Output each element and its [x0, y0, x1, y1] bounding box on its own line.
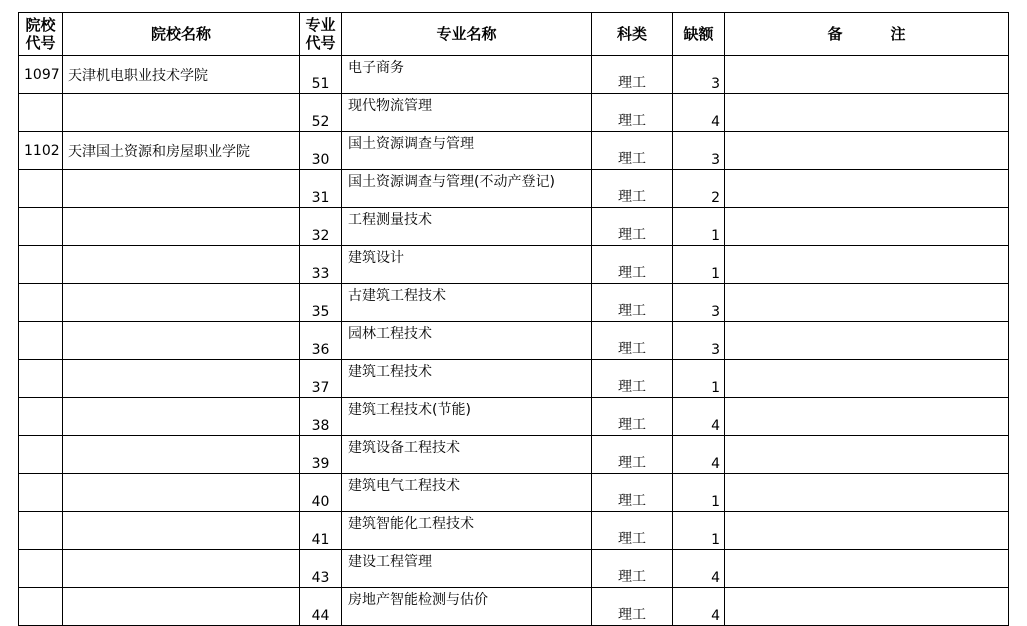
major-name-cell: 园林工程技术	[342, 322, 592, 360]
school-code-cell	[19, 550, 63, 588]
school-name-cell: 天津国土资源和房屋职业学院	[63, 132, 300, 170]
school-name-cell	[63, 550, 300, 588]
school-code-cell	[19, 94, 63, 132]
school-name-cell	[63, 246, 300, 284]
header-major-code-line2: 代号	[305, 34, 336, 52]
school-name-cell	[63, 588, 300, 626]
major-code-cell: 52	[300, 94, 342, 132]
school-name-cell	[63, 208, 300, 246]
school-name-cell	[63, 398, 300, 436]
major-code-cell: 39	[300, 436, 342, 474]
major-name-cell: 建筑工程技术(节能)	[342, 398, 592, 436]
school-code-cell	[19, 588, 63, 626]
major-code-cell: 33	[300, 246, 342, 284]
major-name-cell: 建筑工程技术	[342, 360, 592, 398]
category-cell: 理工	[592, 474, 673, 512]
school-code-cell: 1102	[19, 132, 63, 170]
table-row	[19, 588, 1009, 626]
header-school-code-line1: 院校	[25, 16, 56, 34]
header-school-name: 院校名称	[63, 13, 300, 56]
school-code-cell	[19, 246, 63, 284]
table-row	[19, 170, 1009, 208]
major-code-cell: 51	[300, 56, 342, 94]
vacancies-cell: 4	[673, 436, 725, 474]
major-name-cell: 电子商务	[342, 56, 592, 94]
table-row	[19, 56, 1009, 94]
remarks-cell	[725, 322, 1009, 360]
remarks-cell	[725, 170, 1009, 208]
major-code-cell: 43	[300, 550, 342, 588]
remarks-cell	[725, 588, 1009, 626]
vacancies-cell: 2	[673, 170, 725, 208]
table-row	[19, 398, 1009, 436]
table-row	[19, 322, 1009, 360]
category-cell: 理工	[592, 588, 673, 626]
table-row	[19, 436, 1009, 474]
major-name-cell: 建筑设备工程技术	[342, 436, 592, 474]
major-name-cell: 国土资源调查与管理	[342, 132, 592, 170]
major-code-cell: 32	[300, 208, 342, 246]
school-code-cell	[19, 170, 63, 208]
remarks-cell	[725, 246, 1009, 284]
school-code-cell	[19, 474, 63, 512]
school-name-cell	[63, 322, 300, 360]
school-code-cell	[19, 284, 63, 322]
school-code-cell	[19, 360, 63, 398]
header-major-code-line1: 专业	[305, 16, 336, 34]
major-name-cell: 现代物流管理	[342, 94, 592, 132]
vacancy-table	[18, 12, 1009, 626]
remarks-cell	[725, 284, 1009, 322]
school-name-cell	[63, 94, 300, 132]
major-name-cell: 古建筑工程技术	[342, 284, 592, 322]
remarks-cell	[725, 512, 1009, 550]
category-cell: 理工	[592, 170, 673, 208]
category-cell: 理工	[592, 360, 673, 398]
school-code-cell: 1097	[19, 56, 63, 94]
vacancies-cell: 1	[673, 208, 725, 246]
school-code-cell	[19, 398, 63, 436]
school-name-cell	[63, 436, 300, 474]
table-body	[19, 56, 1009, 626]
remarks-cell	[725, 56, 1009, 94]
table-row	[19, 512, 1009, 550]
header-major-code	[300, 13, 342, 56]
major-name-cell: 国土资源调查与管理(不动产登记)	[342, 170, 592, 208]
header-major-name: 专业名称	[342, 13, 592, 56]
table-row	[19, 474, 1009, 512]
header-remarks	[725, 13, 1009, 56]
major-name-cell: 建筑智能化工程技术	[342, 512, 592, 550]
remarks-cell	[725, 474, 1009, 512]
category-cell: 理工	[592, 436, 673, 474]
table-row	[19, 132, 1009, 170]
major-name-cell: 工程测量技术	[342, 208, 592, 246]
vacancies-cell: 1	[673, 360, 725, 398]
category-cell: 理工	[592, 94, 673, 132]
school-code-cell	[19, 208, 63, 246]
school-code-cell	[19, 512, 63, 550]
school-code-cell	[19, 322, 63, 360]
major-code-cell: 44	[300, 588, 342, 626]
major-name-cell: 建筑电气工程技术	[342, 474, 592, 512]
category-cell: 理工	[592, 284, 673, 322]
school-name-cell	[63, 170, 300, 208]
major-name-cell: 建筑设计	[342, 246, 592, 284]
header-row	[19, 13, 1009, 56]
school-code-cell	[19, 436, 63, 474]
remarks-cell	[725, 436, 1009, 474]
vacancies-cell: 1	[673, 512, 725, 550]
vacancies-cell: 3	[673, 284, 725, 322]
vacancies-cell: 1	[673, 474, 725, 512]
vacancies-cell: 3	[673, 322, 725, 360]
category-cell: 理工	[592, 550, 673, 588]
remarks-cell	[725, 360, 1009, 398]
category-cell: 理工	[592, 208, 673, 246]
table-row	[19, 284, 1009, 322]
major-name-cell: 房地产智能检测与估价	[342, 588, 592, 626]
vacancies-cell: 4	[673, 550, 725, 588]
major-name-cell: 建设工程管理	[342, 550, 592, 588]
major-code-cell: 30	[300, 132, 342, 170]
major-code-cell: 35	[300, 284, 342, 322]
school-name-cell	[63, 284, 300, 322]
school-name-cell	[63, 360, 300, 398]
table-row	[19, 208, 1009, 246]
category-cell: 理工	[592, 132, 673, 170]
header-remarks-char2: 注	[890, 25, 906, 43]
remarks-cell	[725, 550, 1009, 588]
major-code-cell: 41	[300, 512, 342, 550]
category-cell: 理工	[592, 398, 673, 436]
school-name-cell: 天津机电职业技术学院	[63, 56, 300, 94]
header-category: 科类	[592, 13, 673, 56]
vacancies-cell: 4	[673, 94, 725, 132]
major-code-cell: 38	[300, 398, 342, 436]
header-remarks-char1: 备	[827, 25, 843, 43]
vacancies-cell: 3	[673, 132, 725, 170]
vacancies-cell: 4	[673, 588, 725, 626]
remarks-cell	[725, 398, 1009, 436]
header-school-code	[19, 13, 63, 56]
school-name-cell	[63, 474, 300, 512]
table-row	[19, 94, 1009, 132]
category-cell: 理工	[592, 322, 673, 360]
major-code-cell: 36	[300, 322, 342, 360]
major-code-cell: 40	[300, 474, 342, 512]
major-code-cell: 37	[300, 360, 342, 398]
header-vacancies: 缺额	[673, 13, 725, 56]
header-school-code-line2: 代号	[25, 34, 56, 52]
remarks-cell	[725, 94, 1009, 132]
major-code-cell: 31	[300, 170, 342, 208]
vacancies-cell: 3	[673, 56, 725, 94]
table-row	[19, 360, 1009, 398]
remarks-cell	[725, 132, 1009, 170]
school-name-cell	[63, 512, 300, 550]
category-cell: 理工	[592, 246, 673, 284]
category-cell: 理工	[592, 56, 673, 94]
remarks-cell	[725, 208, 1009, 246]
table-row	[19, 246, 1009, 284]
category-cell: 理工	[592, 512, 673, 550]
table-row	[19, 550, 1009, 588]
vacancies-cell: 1	[673, 246, 725, 284]
vacancies-cell: 4	[673, 398, 725, 436]
